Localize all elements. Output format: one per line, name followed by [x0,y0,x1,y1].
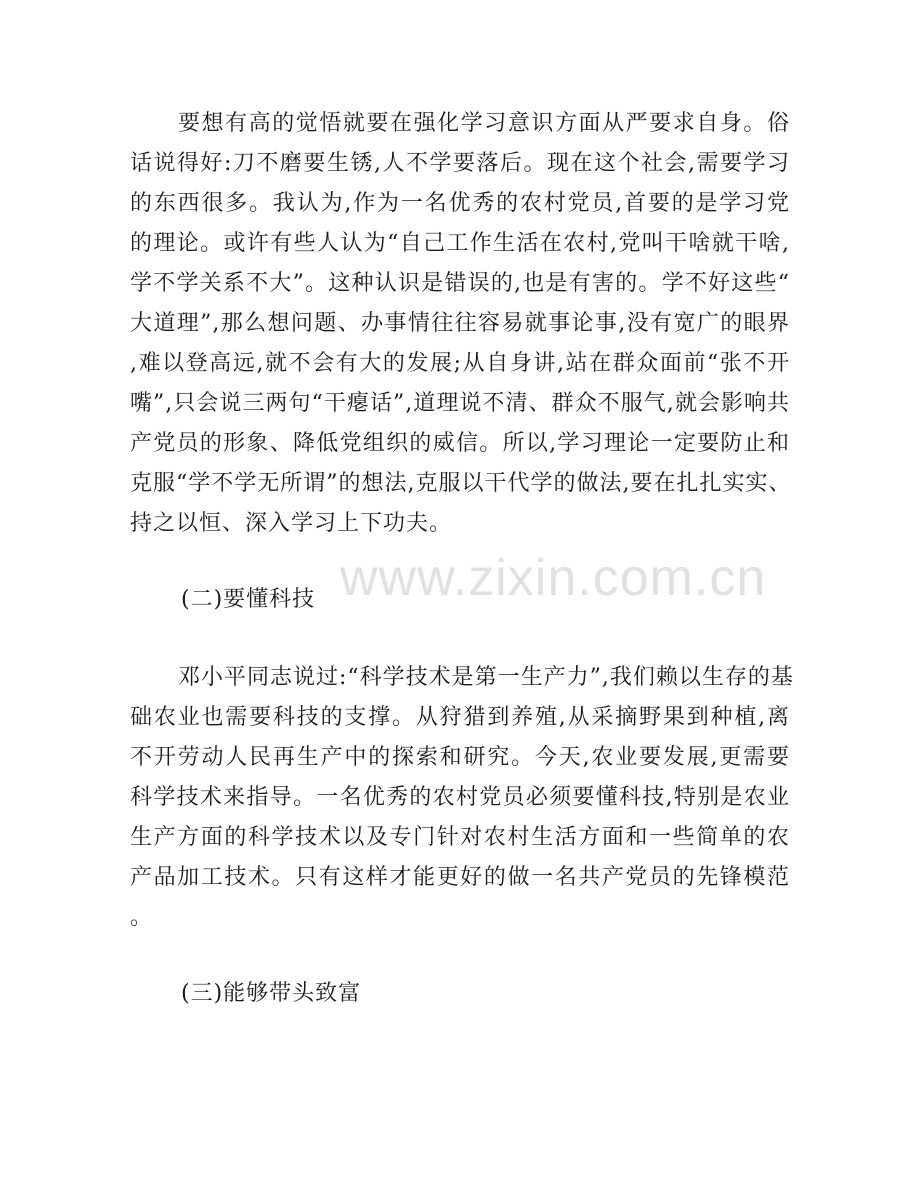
paragraph-line: 大道理”,那么想问题、办事情往往容易就事论事,没有宽广的眼界 [130,311,790,336]
paragraph-line: 科学技术来指导。一名优秀的农村党员必须要懂科技,特别是农业 [130,785,790,810]
paragraph-line: 要想有高的觉悟就要在强化学习意识方面从严要求自身。俗 [178,111,790,136]
paragraph-line: 础农业也需要科技的支撑。从狩猎到养殖,从采摘野果到种植,离 [130,705,790,730]
paragraph-line: 产品加工技术。只有这样才能更好的做一名共产党员的先锋模范 [130,865,790,890]
paragraph-line: 持之以恒、深入学习上下功夫。 [130,511,453,536]
paragraph-line: 的理论。或许有些人认为“自己工作生活在农村,党叫干啥就干啥, [130,231,790,256]
paragraph-line: 产党员的形象、降低党组织的威信。所以,学习理论一定要防止和 [130,431,790,456]
paragraph-line: 嘴”,只会说三两句“干瘪话”,道理说不清、群众不服气,就会影响共 [130,391,790,416]
paragraph-line: 克服“学不学无所谓”的想法,克服以干代学的做法,要在扎扎实实、 [130,471,792,496]
paragraph-line: 生产方面的科学技术以及专门针对农村生活方面和一些简单的农 [130,825,790,850]
section-heading-science: (二)要懂科技 [181,587,316,612]
paragraph-line: 邓小平同志说过:“科学技术是第一生产力”,我们赖以生存的基 [178,665,794,690]
paragraph-line: 的东西很多。我认为,作为一名优秀的农村党员,首要的是学习党 [130,191,790,216]
paragraph-line: 学不学关系不大”。这种认识是错误的,也是有害的。学不好这些“ [130,271,790,296]
paragraph-line: ,难以登高远,就不会有大的发展;从自身讲,站在群众面前“张不开 [130,351,790,376]
paragraph-line: 不开劳动人民再生产中的探索和研究。今天,农业要发展,更需要 [130,745,790,770]
paragraph-line: 。 [130,905,154,930]
section-heading-lead-wealth: (三)能够带头致富 [181,981,362,1006]
paragraph-line: 话说得好:刀不磨要生锈,人不学要落后。现在这个社会,需要学习 [130,151,790,176]
watermark: www.zixin.com.cn [340,549,767,607]
